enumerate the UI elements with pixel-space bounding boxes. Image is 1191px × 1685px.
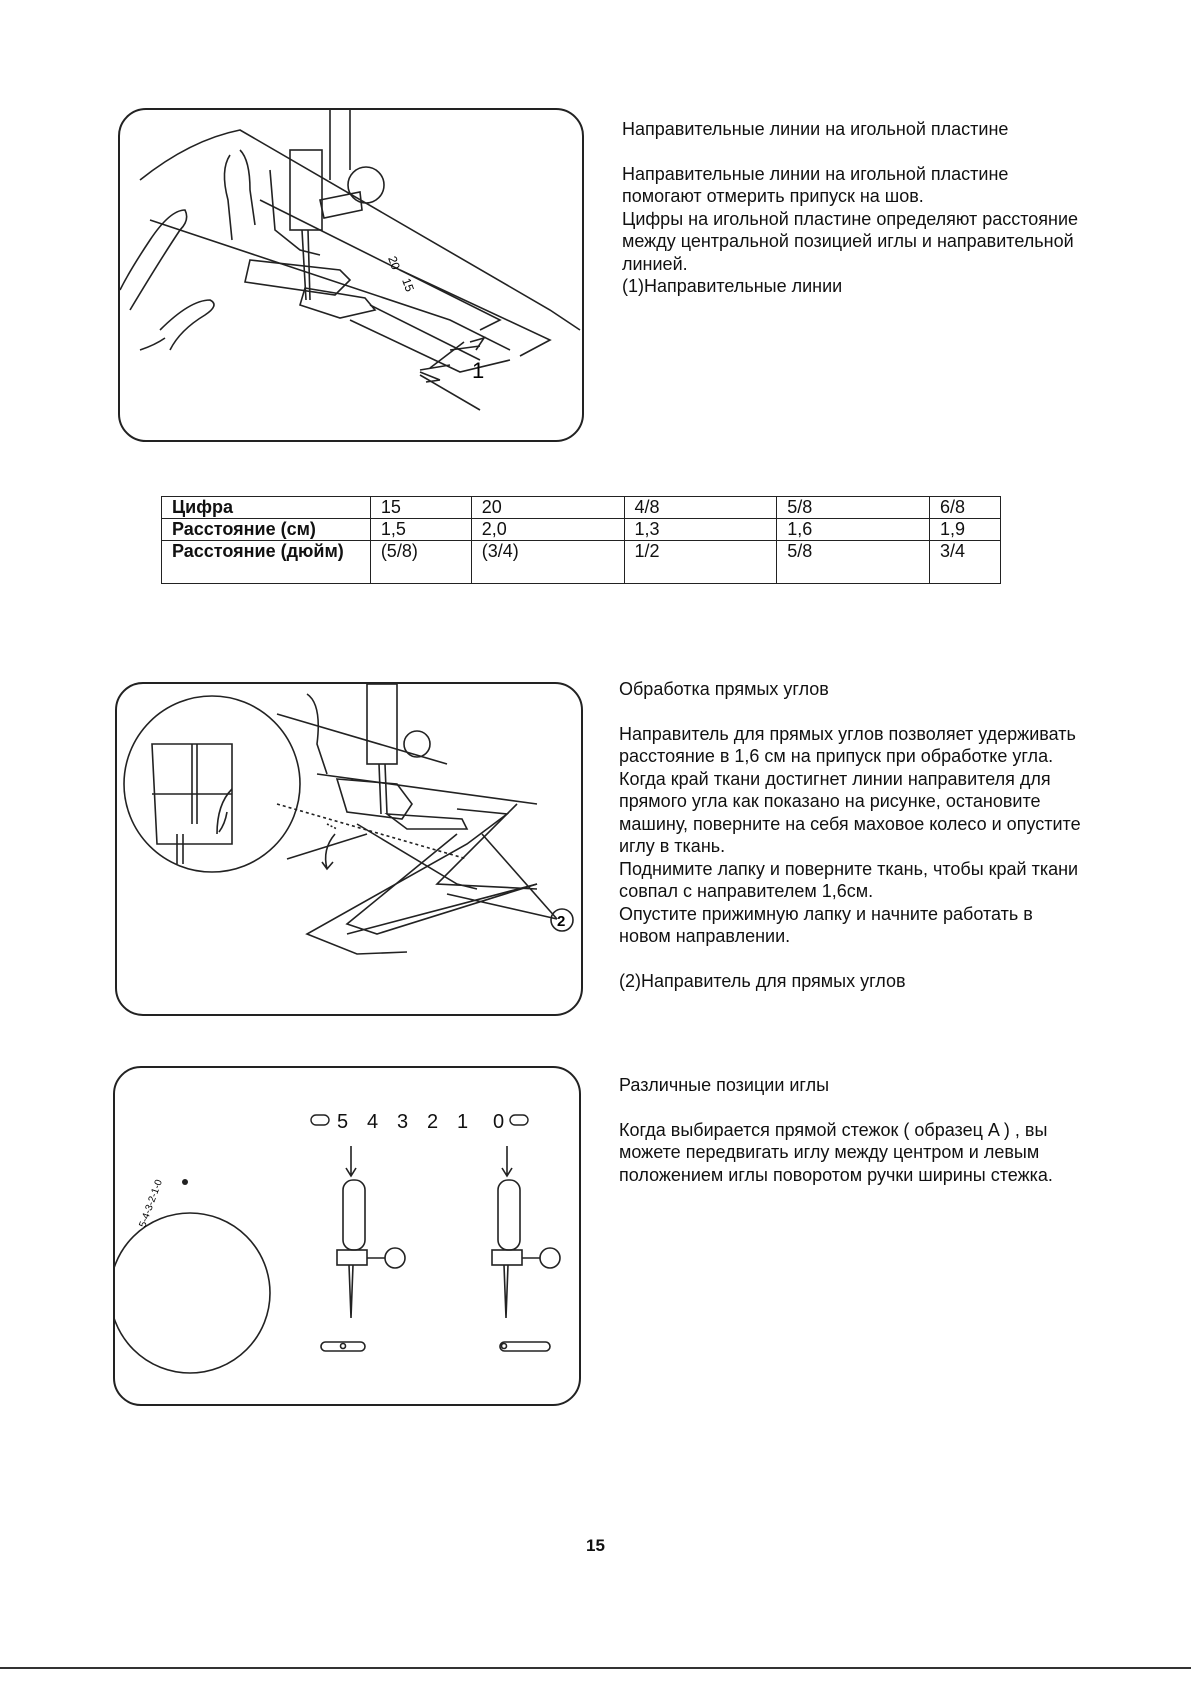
left-position-icon <box>311 1115 329 1125</box>
section-title: Обработка прямых углов <box>619 679 829 699</box>
section-needle-positions <box>619 1074 1089 1186</box>
plate-mark-15: 15 <box>399 276 417 294</box>
table-cell: 1,9 <box>930 519 1001 541</box>
legend: (1)Направительные линии <box>622 276 843 296</box>
paragraph: Когда край ткани достигнет линии направителя для прямого угла как показано на рисунке, остановите машину, поверните на себя маховое колесо и опустите иглу в ткань. <box>619 768 1081 856</box>
table-cell: 1/2 <box>624 541 777 584</box>
paragraph: Опустите прижимную лапку и начните работать в новом направлении. <box>619 903 1033 946</box>
paragraph: Направительные линии на игольной пластине помогают отмерить припуск на шов. <box>622 163 1009 206</box>
bottom-divider <box>0 1667 1191 1669</box>
dial-scale-label: 5-4-3-2-1-0 <box>137 1178 165 1230</box>
table-cell: 1,5 <box>370 519 471 541</box>
callout-2: 2 <box>557 913 566 930</box>
table-row <box>162 541 1001 584</box>
table-cell: 3/4 <box>930 541 1001 584</box>
figure-corner-guide <box>115 682 583 1016</box>
row-header: Расстояние (см) <box>162 519 371 541</box>
table-cell: (3/4) <box>471 541 624 584</box>
scale-mark-2: 2 <box>427 1111 439 1133</box>
scale-mark-0: 0 <box>493 1111 505 1133</box>
table-cell: 15 <box>370 497 471 519</box>
center-position-icon <box>510 1115 528 1125</box>
table-row <box>162 519 1001 541</box>
needle-position-illustration <box>115 1068 579 1404</box>
row-header: Расстояние (дюйм) <box>162 541 371 584</box>
legend: (2)Направитель для прямых углов <box>619 970 906 991</box>
table-cell: (5/8) <box>370 541 471 584</box>
section-corner-guide <box>619 678 1089 992</box>
figure-needle-positions <box>113 1066 581 1406</box>
seam-allowance-table <box>161 496 1001 584</box>
table-cell: 20 <box>471 497 624 519</box>
corner-guide-illustration <box>117 684 581 1014</box>
table-cell: 1,3 <box>624 519 777 541</box>
row-header: Цифра <box>162 497 371 519</box>
paragraph: Цифры на игольной пластине определяют расстояние между центральной позицией иглы и направительной линией. <box>622 208 1079 274</box>
section-title: Различные позиции иглы <box>619 1075 830 1095</box>
paragraph: Направитель для прямых углов позволяет удерживать расстояние в 1,6 см на припуск при обработке угла. <box>619 723 1076 766</box>
section-needle-plate-guides <box>622 118 1092 298</box>
scale-mark-1: 1 <box>457 1111 469 1133</box>
table-row <box>162 497 1001 519</box>
scale-mark-3: 3 <box>397 1111 409 1133</box>
table-cell: 5/8 <box>777 541 930 584</box>
table-cell: 5/8 <box>777 497 930 519</box>
scale-mark-5: 5 <box>337 1111 349 1133</box>
page-number: 15 <box>586 1536 605 1555</box>
scale-mark-4: 4 <box>367 1111 379 1133</box>
paragraph: Когда выбирается прямой стежок ( образец A ) , вы можете передвигать иглу между центром и левым положением иглы поворотом ручки ширины стежка. <box>619 1119 1053 1185</box>
table-cell: 4/8 <box>624 497 777 519</box>
presser-foot-illustration <box>120 110 582 440</box>
table-cell: 1,6 <box>777 519 930 541</box>
section-title: Направительные линии на игольной пластине <box>622 119 1009 139</box>
plate-mark-20: 20 <box>385 254 403 272</box>
table-cell: 6/8 <box>930 497 1001 519</box>
figure-needle-plate-guides <box>118 108 584 442</box>
table-cell: 2,0 <box>471 519 624 541</box>
paragraph: Поднимите лапку и поверните ткань, чтобы край ткани совпал с направителем 1,6см. <box>619 858 1079 901</box>
callout-1: 1 <box>472 358 485 383</box>
